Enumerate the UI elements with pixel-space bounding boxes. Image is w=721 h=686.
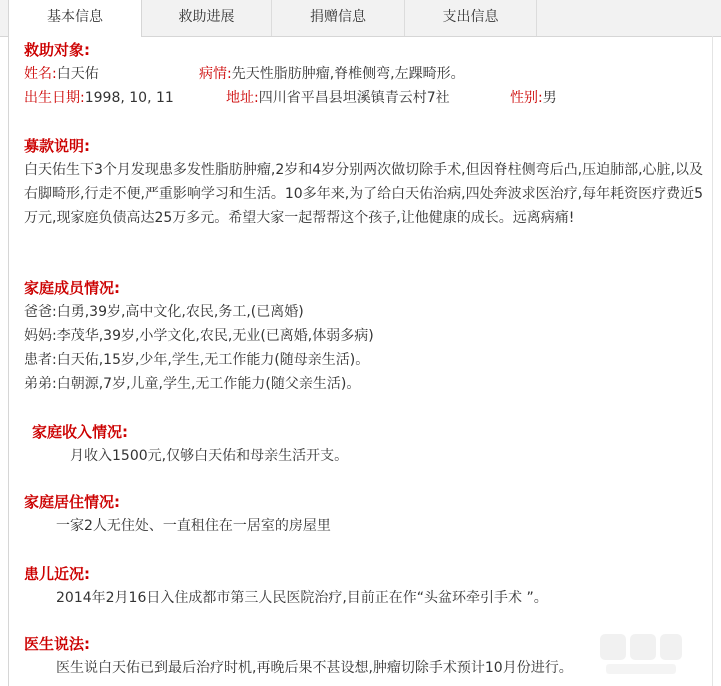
family-member-brother: 弟弟:白朝源,7岁,儿童,学生,无工作能力(随父亲生活)。: [24, 376, 361, 392]
fundraising-text: 白天佑生下3个月发现患多发性脂肪肿瘤,2岁和4岁分别两次做切除手术,但因脊柱侧弯后凸,压迫肺部,心脏,以及右脚畸形,行走不便,严重影响学习和生活。10多年来,为了给白天佑治病,四处奔波求医治疗,每年耗资医疗费近5万元,现家庭负债高达25万多元。希望大家一起帮帮这个孩子,让他健康的成长。远离病痛!: [24, 162, 703, 226]
watermark-logo: [596, 628, 686, 680]
condition-label: 病情:: [199, 66, 232, 82]
family-heading: 家庭成员情况:: [24, 279, 120, 297]
tab-expense-info[interactable]: 支出信息: [405, 0, 537, 36]
birth-label: 出生日期:: [24, 90, 85, 106]
name-value: 白天佑: [56, 66, 99, 82]
family-member-mother: 妈妈:李茂华,39岁,小学文化,农民,无业(已离婚,体弱多病): [24, 328, 374, 344]
gender-row: [510, 86, 557, 110]
recent-text: 2014年2月16日入住成都市第三人民医院治疗,目前正在作“头盆环牵引手术 ”。: [56, 590, 548, 606]
name-row: [24, 62, 99, 86]
family-member-father: 爸爸:白勇,39岁,高中文化,农民,务工,(已离婚): [24, 304, 304, 320]
income-heading: 家庭收入情况:: [32, 423, 128, 441]
income-text: 月收入1500元,仅够白天佑和母亲生活开支。: [70, 448, 349, 464]
tab-bar: [0, 0, 721, 37]
subject-heading: 救助对象:: [24, 41, 90, 59]
address-value: 四川省平昌县坦溪镇青云村7社: [258, 90, 450, 106]
housing-text: 一家2人无住处、一直租住在一居室的房屋里: [56, 518, 331, 534]
content-border-right: [712, 36, 713, 686]
birth-value: 1998, 10, 11: [84, 90, 174, 106]
doctor-text: 医生说白天佑已到最后治疗时机,再晚后果不甚设想,肿瘤切除手术预计10月份进行。: [56, 660, 573, 676]
tab-donation-info[interactable]: 捐赠信息: [272, 0, 405, 36]
address-label: 地址:: [226, 90, 259, 106]
birth-row: [24, 86, 174, 110]
address-row: [226, 86, 450, 110]
tab-rescue-progress[interactable]: 救助进展: [142, 0, 272, 36]
housing-heading: 家庭居住情况:: [24, 493, 120, 511]
tab-basic-info[interactable]: 基本信息: [8, 0, 142, 37]
name-label: 姓名:: [24, 66, 57, 82]
recent-heading: 患儿近况:: [24, 565, 90, 583]
content-border-left: [8, 36, 9, 686]
family-member-patient: 患者:白天佑,15岁,少年,学生,无工作能力(随母亲生活)。: [24, 352, 370, 368]
fundraising-heading: 募款说明:: [24, 137, 90, 155]
gender-value: 男: [542, 90, 557, 106]
condition-value: 先天性脂肪肿瘤,脊椎侧弯,左踝畸形。: [231, 66, 465, 82]
gender-label: 性别:: [510, 90, 543, 106]
doctor-heading: 医生说法:: [24, 635, 90, 653]
condition-row: [199, 62, 465, 86]
